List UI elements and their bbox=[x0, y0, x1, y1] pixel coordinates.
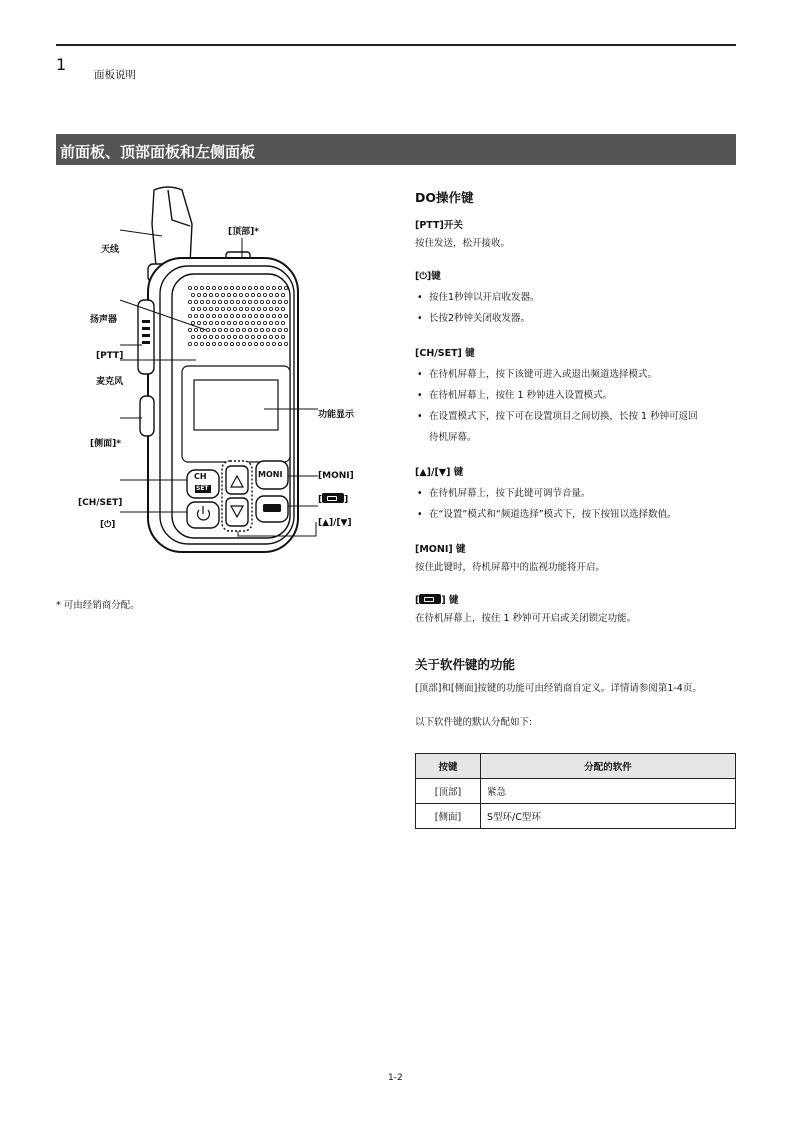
keys-heading: DO操作键 bbox=[415, 190, 474, 205]
label-mic: 麦克风 bbox=[96, 377, 124, 387]
table-cell: [顶部] bbox=[416, 779, 481, 804]
label-power: [⏻] bbox=[100, 520, 116, 530]
page-number: 1-2 bbox=[388, 1073, 403, 1083]
moni-title: [MONI] 键 bbox=[415, 544, 466, 555]
footnote: * 可由经销商分配。 bbox=[56, 600, 140, 611]
updown-title: [▲]/[▼] 键 bbox=[415, 467, 464, 478]
label-function-display: 功能显示 bbox=[318, 410, 355, 420]
label-moni: [MONI] bbox=[318, 471, 354, 481]
chapter-title: 面板说明 bbox=[94, 69, 136, 81]
soft-keys-text: [顶部]和[侧面]按键的功能可由经销商自定义。详情请参阅第1-4页。 bbox=[415, 683, 702, 694]
table-header-assignment: 分配的软件 bbox=[481, 754, 736, 779]
moni-text: 按住此键时，待机屏幕中的监视功能将开启。 bbox=[415, 562, 606, 573]
label-ptt: [PTT] bbox=[96, 351, 124, 361]
label-lock: [ ] bbox=[318, 495, 349, 505]
table-cell: 紧急 bbox=[481, 779, 736, 804]
chset-block bbox=[415, 345, 737, 448]
lock-title: [ ] 键 bbox=[415, 595, 459, 606]
label-antenna: 天线 bbox=[101, 245, 120, 255]
label-updown: [▲]/[▼] bbox=[318, 518, 352, 528]
label-chset: [CH/SET] bbox=[78, 498, 123, 508]
updown-item: • 在待机屏幕上，按下此键可调节音量。 bbox=[415, 483, 737, 504]
updown-block bbox=[415, 464, 737, 525]
chapter-number: 1 bbox=[56, 55, 67, 74]
chset-item-continued: 待机屏幕。 bbox=[429, 432, 477, 443]
ch-button-text: CH bbox=[194, 472, 207, 481]
power-title: [⏻]键 bbox=[415, 271, 441, 282]
radio-diagram bbox=[56, 180, 366, 570]
section-title: 前面板、顶部面板和左侧面板 bbox=[60, 143, 256, 161]
lock-block bbox=[415, 592, 737, 627]
key-descriptions bbox=[415, 188, 737, 829]
label-speaker: 扬声器 bbox=[90, 315, 118, 325]
table-cell: S型环/C型环 bbox=[481, 804, 736, 829]
ptt-block bbox=[415, 217, 737, 252]
table-cell: [侧面] bbox=[416, 804, 481, 829]
ptt-text: 按住发送，松开接收。 bbox=[415, 238, 511, 249]
chset-item: • 在设置模式下，按下可在设置项目之间切换，长按 1 秒钟可返回 bbox=[415, 406, 737, 427]
moni-block bbox=[415, 541, 737, 576]
chset-item: • 在待机屏幕上，按住 1 秒钟进入设置模式。 bbox=[415, 385, 737, 406]
updown-item: • 在“设置”模式和“频道选择”模式下，按下按钮以选择数值。 bbox=[415, 504, 737, 525]
label-top-button: [顶部]* bbox=[228, 227, 259, 237]
table-row bbox=[416, 804, 736, 829]
moni-button-text: MONI bbox=[258, 470, 283, 479]
lock-icon bbox=[322, 493, 344, 503]
chset-item: • 在待机屏幕上，按下该键可进入或退出频道选择模式。 bbox=[415, 364, 737, 385]
set-button-text: SET bbox=[196, 485, 209, 492]
chset-title: [CH/SET] 键 bbox=[415, 348, 475, 359]
table-row bbox=[416, 779, 736, 804]
power-icon: ⏻ bbox=[419, 271, 427, 282]
soft-key-table bbox=[415, 753, 736, 829]
power-block bbox=[415, 268, 737, 329]
soft-keys-heading: 关于软件键的功能 bbox=[415, 657, 516, 672]
lock-text: 在待机屏幕上，按住 1 秒钟可开启或关闭锁定功能。 bbox=[415, 613, 637, 624]
power-item: • 长按2秒钟关闭收发器。 bbox=[415, 308, 737, 329]
table-header-row bbox=[416, 754, 736, 779]
ptt-title: [PTT]开关 bbox=[415, 220, 463, 231]
soft-keys-default: 以下软件键的默认分配如下: bbox=[415, 717, 533, 728]
table-header-key: 按键 bbox=[416, 754, 481, 779]
label-side-button: [侧面]* bbox=[90, 439, 121, 449]
header-rule bbox=[56, 44, 736, 46]
lock-key-icon bbox=[419, 594, 441, 604]
power-item: • 按住1秒钟以开启收发器。 bbox=[415, 287, 737, 308]
